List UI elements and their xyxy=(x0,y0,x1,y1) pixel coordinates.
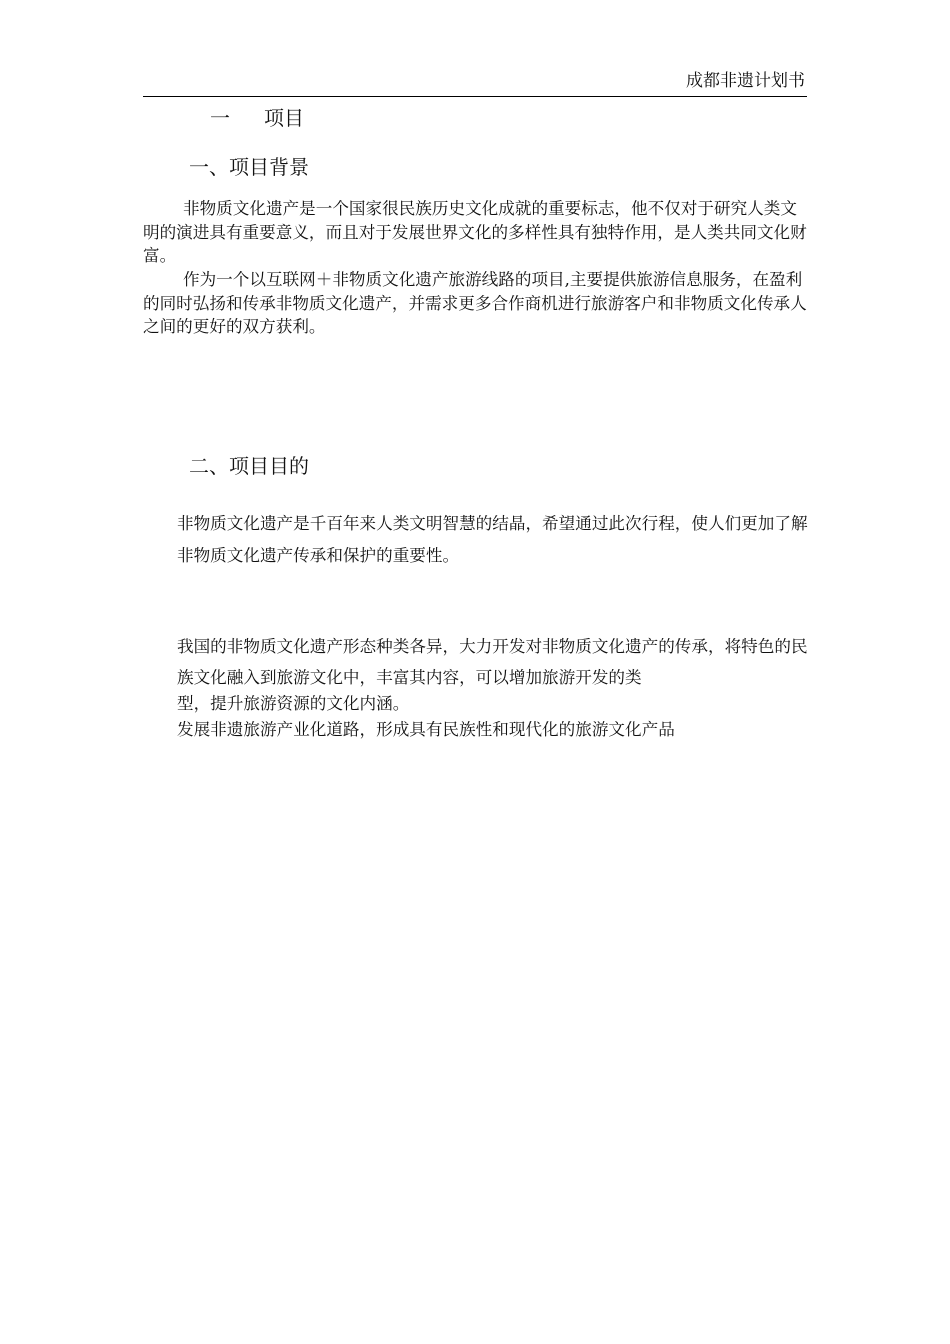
section-title-background: 一、项目背景 xyxy=(189,155,309,179)
background-paragraph-2: 作为一个以互联网＋非物质文化遗产旅游线路的项目,主要提供旅游信息服务，在盈利的同时弘扬和传承非物质文化遗产，并需求更多合作商机进行旅游客户和非物质文化传承人之间的更好的双方获利。 xyxy=(143,270,807,336)
section-title-purpose: 二、项目目的 xyxy=(189,454,309,478)
page-header xyxy=(143,66,807,97)
chapter-number: 一 xyxy=(210,106,230,130)
background-paragraph-1: 非物质文化遗产是一个国家很民族历史文化成就的重要标志，他不仅对于研究人类文明的演进具有重要意义，而且对于发展世界文化的多样性具有独特作用，是人类共同文化财富。 xyxy=(143,199,807,265)
header-title: 成都非遗计划书 xyxy=(686,71,805,91)
purpose-paragraph-2: 我国的非物质文化遗产形态种类各异，大力开发对非物质文化遗产的传承，将特色的民族文化融入到旅游文化中，丰富其内容，可以增加旅游开发的类 xyxy=(177,637,808,687)
purpose-paragraph-2-continued: 型，提升旅游资源的文化内涵。 xyxy=(177,694,410,713)
chapter-title xyxy=(210,104,304,132)
purpose-paragraph-3: 发展非遗旅游产业化道路，形成具有民族性和现代化的旅游文化产品 xyxy=(177,720,675,739)
chapter-title-text: 项目 xyxy=(264,106,304,130)
purpose-paragraph-1: 非物质文化遗产是千百年来人类文明智慧的结晶，希望通过此次行程，使人们更加了解非物质文化遗产传承和保护的重要性。 xyxy=(177,514,808,565)
